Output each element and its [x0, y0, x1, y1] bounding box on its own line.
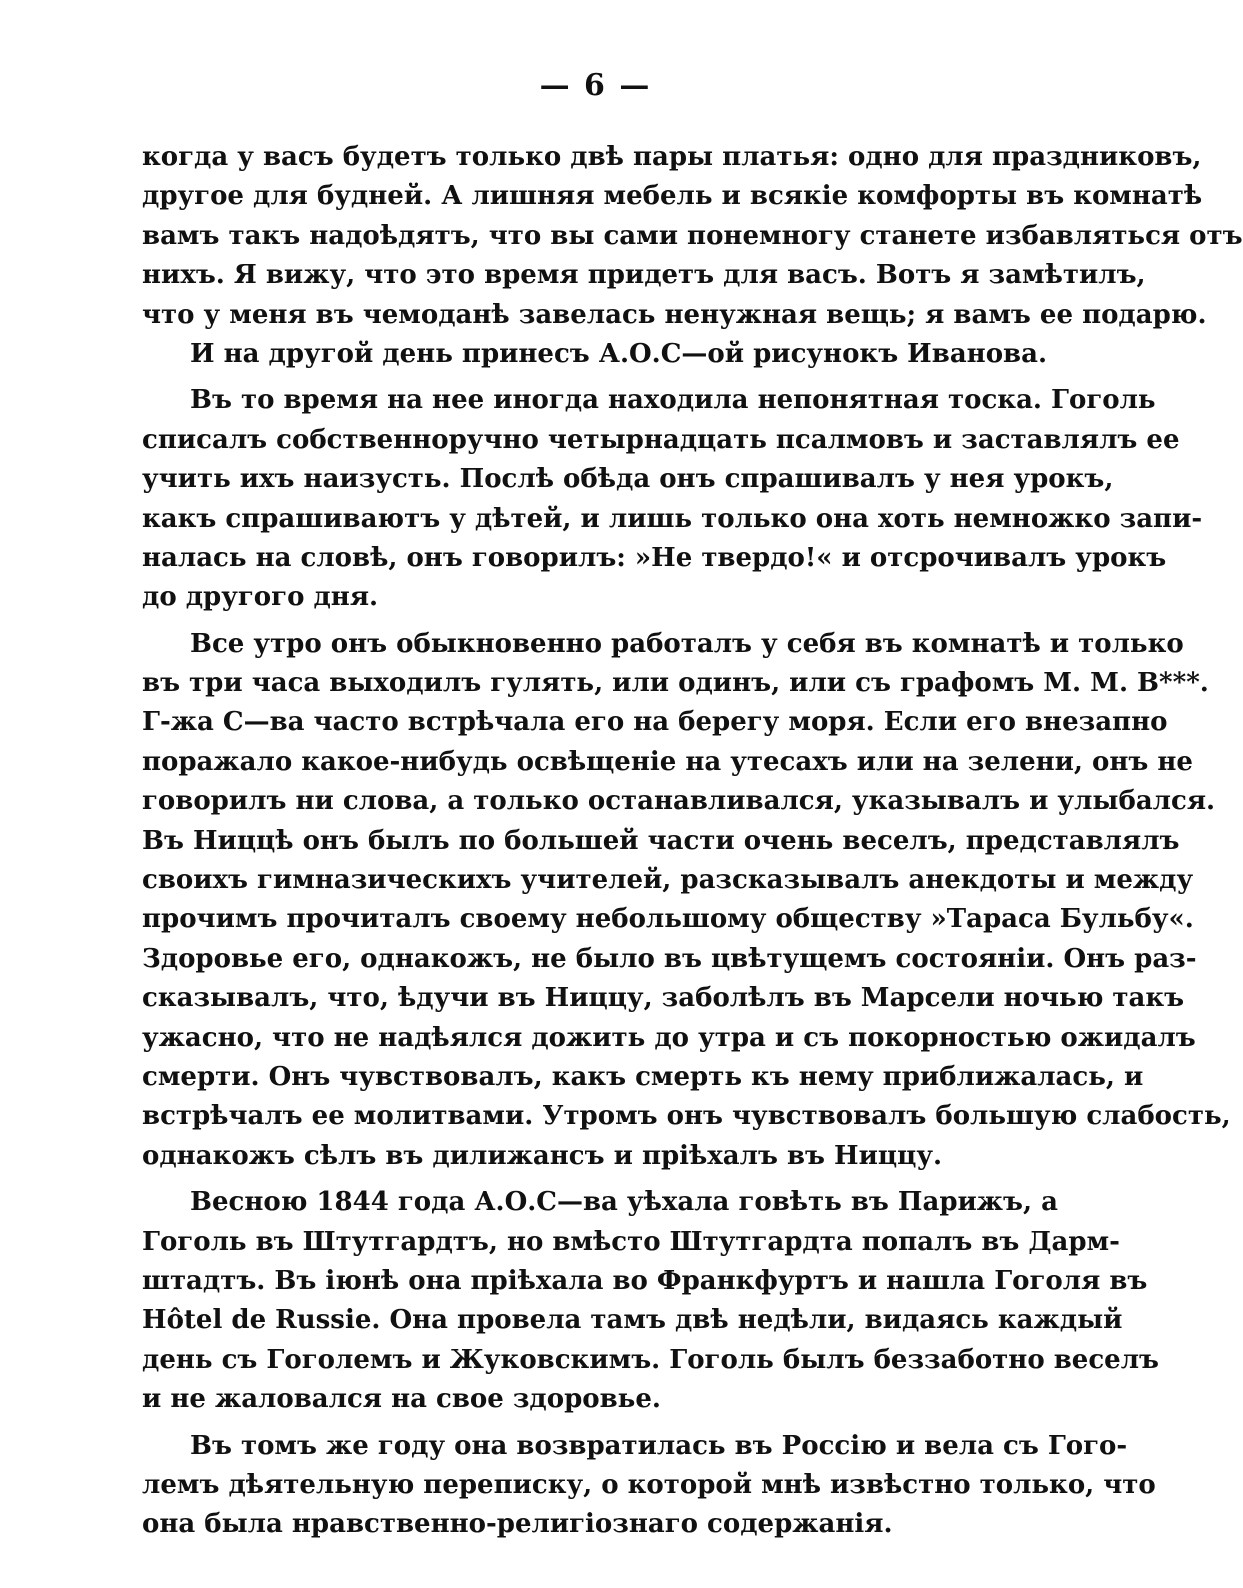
text-line: она была нравственно-религіознаго содержанія.: [142, 1509, 893, 1540]
text-line: Въ то время на нее иногда находила непонятная тоска. Гоголь: [190, 385, 1156, 416]
text-line: списалъ собственноручно четырнадцать псалмовъ и заставлялъ ее: [142, 424, 1180, 455]
paragraph-gap: [142, 1176, 1008, 1183]
text-line: лемъ дѣятельную переписку, о которой мнѣ извѣстно только, что: [142, 1469, 1156, 1500]
text-line: встрѣчалъ ее молитвами. Утромъ онъ чувствовалъ большую слабость,: [142, 1101, 1231, 1132]
text-line: штадтъ. Въ іюнѣ она пріѣхала во Франкфуртъ и нашла Гоголя въ: [142, 1265, 1148, 1296]
paragraph: [142, 1427, 1156, 1545]
text-line: говорилъ ни слова, а только останавливался, указывалъ и улыбался.: [142, 786, 1216, 817]
paragraph: [142, 381, 1203, 617]
text-line: И на другой день принесъ А.О.С—ой рисунокъ Иванова.: [190, 338, 1047, 369]
text-line: и не жаловался на свое здоровье.: [142, 1384, 661, 1415]
text-line: Въ Ниццѣ онъ былъ по большей части очень веселъ, представлялъ: [142, 825, 1180, 856]
text-line: Hôtel de Russie. Она провела тамъ двѣ недѣли, видаясь каждый: [142, 1305, 1123, 1336]
text-line: Гоголь въ Штутгардтъ, но вмѣсто Штутгардта попалъ въ Дарм-: [142, 1226, 1120, 1257]
body-text: [142, 138, 1243, 1545]
text-line: своихъ гимназическихъ учителей, разсказывалъ анекдоты и между: [142, 865, 1194, 896]
text-line: Въ томъ же году она возвратилась въ Россію и вела съ Гого-: [190, 1430, 1128, 1461]
paragraph: [142, 138, 1243, 335]
text-line: нихъ. Я вижу, что это время придетъ для васъ. Вотъ я замѣтилъ,: [142, 260, 1146, 291]
text-line: другое для будней. А лишняя мебель и всякіе комфорты въ комнатѣ: [142, 181, 1203, 212]
text-line: день съ Гоголемъ и Жуковскимъ. Гоголь былъ беззаботно веселъ: [142, 1344, 1159, 1375]
text-line: какъ спрашиваютъ у дѣтей, и лишь только она хоть немножко запи-: [142, 503, 1203, 534]
text-line: Все утро онъ обыкновенно работалъ у себя въ комнатѣ и только: [190, 628, 1184, 659]
text-line: вамъ такъ надоѣдятъ, что вы сами понемногу станете избавляться отъ: [142, 220, 1243, 251]
paragraph-gap: [142, 374, 1008, 381]
text-line: прочимъ прочиталъ своему небольшому обществу »Тараса Бульбу«.: [142, 904, 1194, 935]
paragraph-gap: [142, 618, 1008, 625]
text-line: что у меня въ чемоданѣ завелась ненужная вещь; я вамъ ее подарю.: [142, 299, 1207, 330]
text-line: однакожъ сѣлъ въ дилижансъ и пріѣхалъ въ Ниццу.: [142, 1140, 943, 1171]
text-line: сказывалъ, что, ѣдучи въ Ниццу, заболѣлъ въ Марсели ночью такъ: [142, 983, 1185, 1014]
paragraph: [142, 625, 1231, 1176]
text-line: Здоровье его, однакожъ, не было въ цвѣтущемъ состояніи. Онъ раз-: [142, 943, 1197, 974]
text-line: въ три часа выходилъ гулять, или одинъ, или съ графомъ М. М. В***.: [142, 668, 1209, 699]
text-line: поражало какое-нибудь освѣщеніе на утесахъ или на зелени, онъ не: [142, 746, 1193, 777]
text-line: смерти. Онъ чувствовалъ, какъ смерть къ нему приближалась, и: [142, 1061, 1144, 1092]
text-line: когда у васъ будетъ только двѣ пары платья: одно для праздниковъ,: [142, 142, 1202, 172]
page-number: — 6 —: [539, 68, 652, 103]
text-line: Весною 1844 года А.О.С—ва уѣхала говѣть въ Парижъ, а: [190, 1187, 1058, 1218]
text-line: Г-жа С—ва часто встрѣчала его на берегу моря. Если его внезапно: [142, 707, 1168, 738]
paragraph: [142, 1183, 1159, 1419]
text-line: ужасно, что не надѣялся дожить до утра и съ покорностью ожидалъ: [142, 1022, 1196, 1053]
paragraph-gap: [142, 1420, 1008, 1427]
text-line: налась на словѣ, онъ говорилъ: »Не твердо!« и отсрочивалъ урокъ: [142, 542, 1167, 573]
text-line: до другого дня.: [142, 582, 379, 613]
text-line: учить ихъ наизусть. Послѣ обѣда онъ спрашивалъ у нея урокъ,: [142, 464, 1114, 495]
paragraph: [142, 335, 1047, 374]
